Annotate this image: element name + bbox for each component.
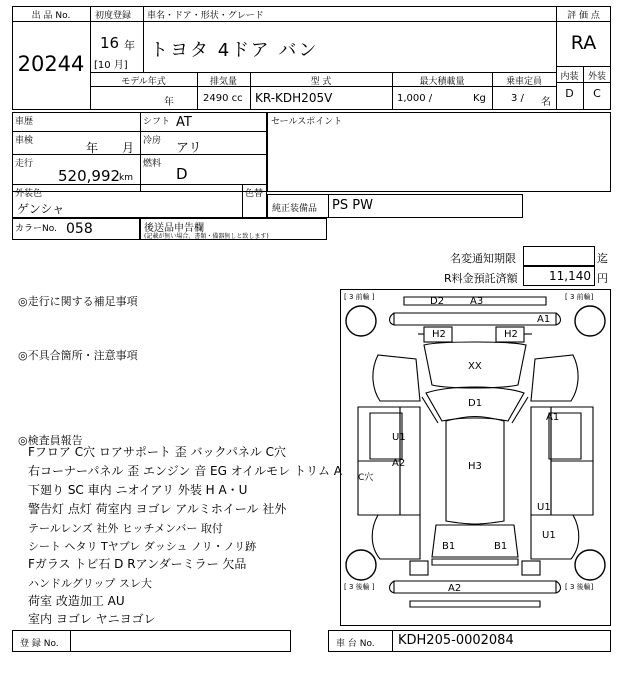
- mark-a1-front: A1: [537, 314, 551, 325]
- first-registration-month: [10 月]: [94, 60, 128, 71]
- mark-b1-right: B1: [494, 541, 508, 552]
- model-type: KR-KDH205V: [255, 91, 333, 105]
- inspector-line: 右コーナーパネル 歪 エンジン 音 EG オイルモレ トリム A: [28, 464, 342, 478]
- color-no-value: 058: [66, 221, 93, 237]
- corner-rear-left-label: [ 3 後輪 ]: [344, 583, 375, 591]
- lot-number-label: 出 品 No.: [31, 11, 71, 21]
- inspector-line: ハンドルグリップ スレ大: [28, 577, 152, 590]
- driving-notes-label: ◎走行に関する補足事項: [18, 295, 138, 308]
- mark-c-hole: C穴: [358, 473, 374, 483]
- first-registration-year-unit: 年: [124, 39, 135, 52]
- front-left-fender-shape: [373, 355, 420, 401]
- mileage-value: 520,992: [58, 167, 121, 185]
- max-load: 1,000 /: [397, 93, 433, 104]
- inspector-line: シート ヘタリ Tヤブレ ダッシュ ノリ・ノリ跡: [28, 540, 257, 553]
- recycle-fee-label: R料金預託済額: [444, 272, 518, 285]
- mark-h2-right: H2: [504, 329, 518, 340]
- mileage-unit: km: [119, 173, 133, 183]
- ac-value: アリ: [176, 141, 202, 156]
- mark-h3: H3: [468, 461, 482, 472]
- exterior-grade: C: [593, 87, 601, 100]
- car-name: トヨタ 4ドア バン: [150, 40, 319, 61]
- interior-label: 内装: [560, 72, 579, 82]
- name-change-unit: 迄: [597, 252, 608, 265]
- ac-label: 冷房: [143, 136, 162, 146]
- mark-d2: D2: [430, 296, 445, 307]
- after-items-note: (記載が無い場合、書類・備器無しと致します): [144, 233, 269, 240]
- corner-front-left-label: [ 3 前輪 ]: [344, 293, 375, 301]
- capacity-label: 乗車定員: [505, 77, 542, 87]
- mark-h2-left: H2: [432, 329, 446, 340]
- vehicle-damage-diagram: [340, 289, 611, 626]
- exterior-label: 外装: [587, 72, 606, 82]
- mark-u1-right-a: U1: [537, 502, 551, 513]
- fuel-value: D: [176, 165, 188, 183]
- history-label: 車歴: [15, 117, 34, 127]
- chassis-no-value: KDH205-0002084: [398, 633, 514, 648]
- mark-a2-left: A2: [392, 458, 406, 469]
- color-change-label: 色替: [245, 189, 264, 199]
- color-no-label: カラーNo.: [15, 224, 57, 234]
- first-registration-year: 16: [100, 34, 120, 52]
- first-registration-label: 初度登録: [95, 11, 132, 21]
- mark-b1-left: B1: [442, 541, 456, 552]
- mark-a2-bottom: A2: [448, 583, 462, 594]
- front-right-wheel-icon: [575, 306, 605, 336]
- front-right-fender-shape: [531, 355, 578, 401]
- mark-xx: XX: [468, 361, 482, 372]
- model-year-label: モデル年式: [121, 77, 166, 87]
- chassis-no-label: 車 台 No.: [336, 639, 375, 649]
- inspection-label: 車検: [15, 136, 34, 146]
- equipment-value: PS PW: [332, 198, 373, 213]
- mark-a3: A3: [470, 296, 484, 307]
- fuel-label: 燃料: [143, 159, 162, 169]
- mark-u1-left: U1: [392, 432, 406, 443]
- name-change-label: 名変通知期限: [450, 252, 516, 265]
- mileage-label: 走行: [15, 159, 34, 169]
- shift-value: AT: [176, 115, 192, 130]
- equipment-label: 純正装備品: [272, 204, 318, 214]
- lot-number: 20244: [17, 52, 85, 76]
- inspector-line: 警告灯 点灯 荷室内 ヨゴレ アルミホイール 社外: [28, 502, 287, 516]
- inspector-line: Fフロア C穴 ロアサポート 歪 バックパネル C穴: [28, 445, 287, 459]
- inspector-line: テールレンズ 社外 ヒッチメンバー 取付: [28, 522, 223, 535]
- defect-notes-label: ◎不具合箇所・注意事項: [18, 349, 138, 362]
- ext-color-label: 外装色: [15, 189, 43, 199]
- ext-color-value: ゲンシャ: [17, 202, 65, 216]
- inspector-line: 荷室 改造加工 AU: [28, 594, 125, 608]
- sales-point-label: セールスポイント: [271, 117, 343, 127]
- inspector-line: Fガラス トビ石 D Rアンダーミラー 欠品: [28, 557, 247, 571]
- mark-u1-right-b: U1: [542, 530, 556, 541]
- rear-left-wheel-icon: [346, 550, 376, 580]
- capacity: 3 /: [511, 93, 524, 104]
- inspector-report-label: ◎検査員報告: [18, 434, 83, 447]
- inspector-line: 室内 ヨゴレ ヤニヨゴレ: [28, 612, 156, 626]
- interior-grade: D: [565, 87, 574, 100]
- max-load-unit: Kg: [473, 93, 486, 104]
- inspection-year-unit: 年: [86, 141, 99, 155]
- model-year-unit: 年: [164, 97, 174, 108]
- front-left-wheel-icon: [346, 306, 376, 336]
- shift-label: シフト: [143, 117, 171, 127]
- rear-right-wheel-icon: [575, 550, 605, 580]
- score: RA: [570, 32, 597, 54]
- mark-a1-side: A1: [546, 412, 560, 423]
- displacement: 2490 cc: [203, 93, 243, 104]
- type-label: 型 式: [310, 77, 332, 87]
- capacity-unit: 名: [541, 97, 551, 108]
- recycle-fee-amount: 11,140: [549, 269, 591, 283]
- car-name-label: 車名・ドア・形状・グレード: [147, 11, 264, 21]
- rear-bumper-shape: [394, 581, 556, 593]
- displacement-label: 排気量: [209, 77, 237, 87]
- corner-front-right-label: [ 3 前輪]: [565, 293, 594, 301]
- registration-no-label: 登 録 No.: [20, 639, 59, 649]
- mark-d1: D1: [468, 398, 483, 409]
- recycle-fee-unit: 円: [597, 272, 608, 285]
- corner-rear-right-label: [ 3 後輪]: [565, 583, 594, 591]
- inspector-line: 下廻り SC 車内 ニオイアリ 外装 H A・U: [28, 483, 248, 497]
- score-label: 評 価 点: [567, 11, 600, 21]
- name-change-value-box: [523, 246, 595, 266]
- inspection-month-unit: 月: [122, 141, 135, 155]
- after-items-label: 後送品申告欄: [144, 223, 204, 234]
- max-load-label: 最大積載量: [419, 77, 465, 87]
